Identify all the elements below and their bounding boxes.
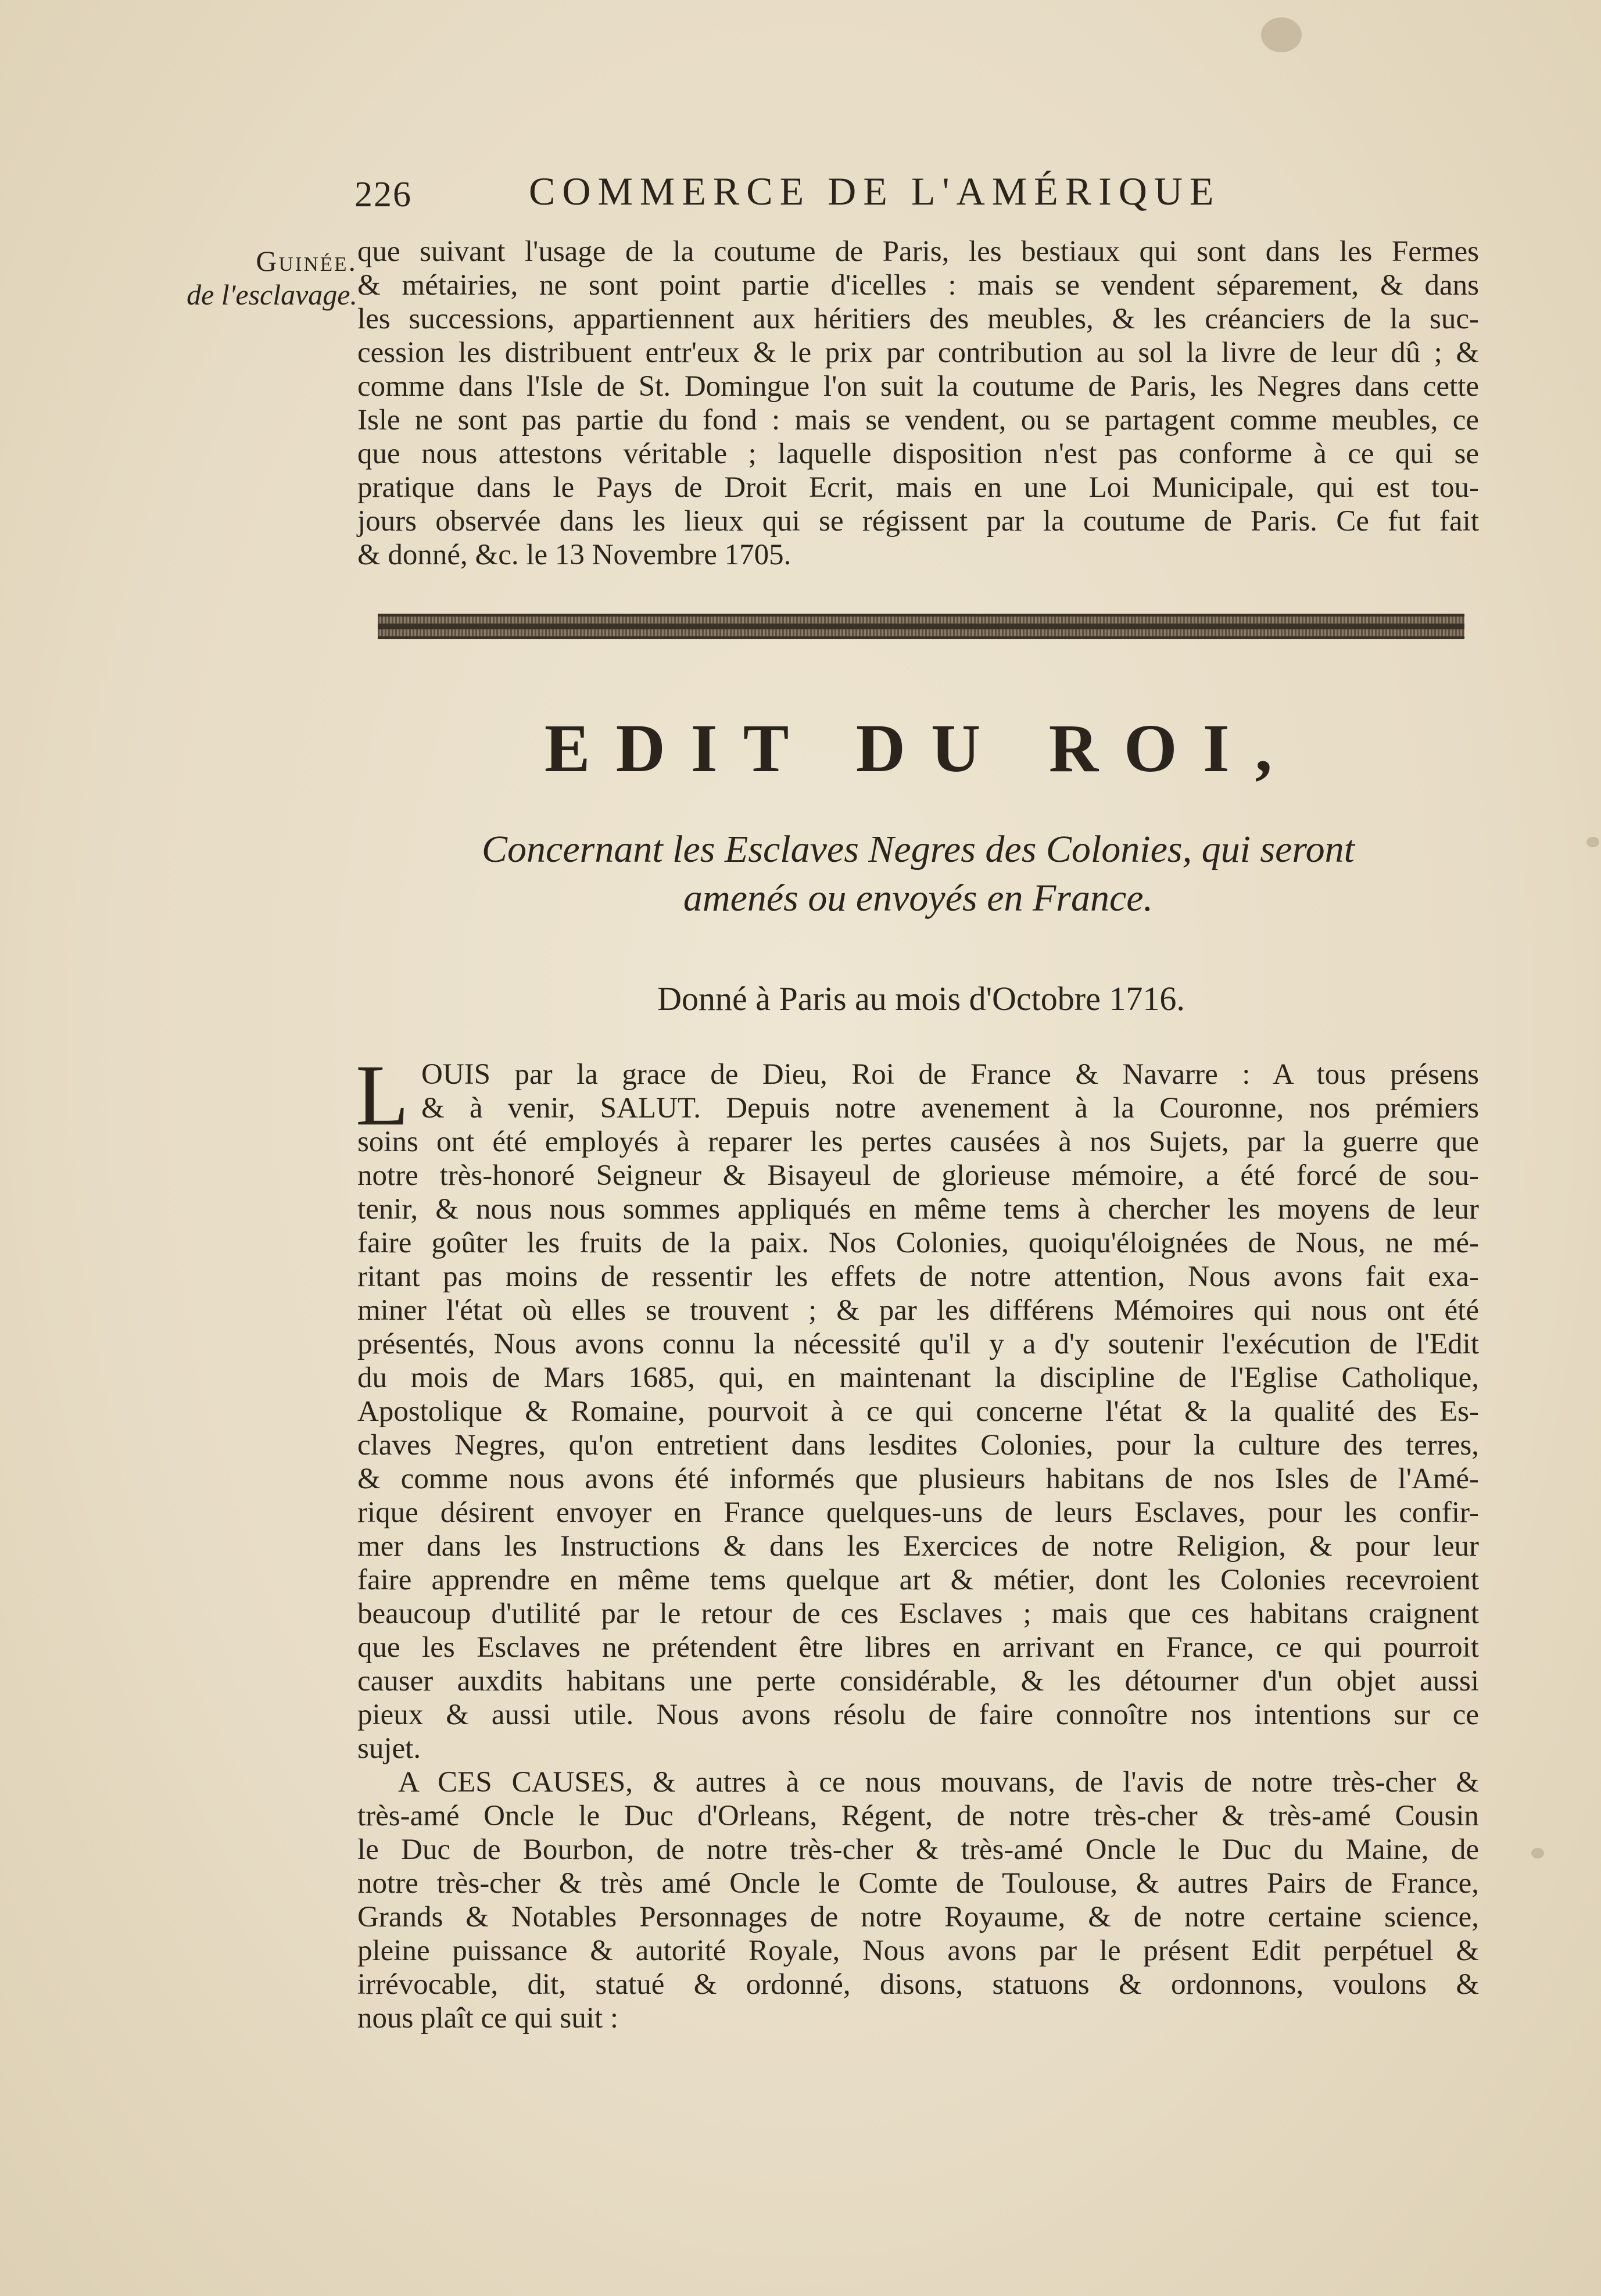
text-line: & comme nous avons été informés que plusieurs habitans de nos Isles de l'Amé- (357, 1463, 1479, 1495)
subtitle-line: amenés ou envoyés en France. (683, 877, 1154, 919)
text-line: pleine puissance & autorité Royale, Nous avons par le présent Edit perpétuel & (357, 1935, 1479, 1967)
text-line: jours observée dans les lieux qui se régissent par la coutume de Paris. Ce fut fait (357, 505, 1479, 538)
text-line: comme dans l'Isle de St. Domingue l'on suit la coutume de Paris, les Negres dans cette (357, 370, 1479, 403)
edict-body (357, 1058, 1479, 2035)
text-line: causer auxdits habitans une perte considérable, & les détourner d'un objet aussi (357, 1665, 1479, 1697)
text-line: rique désirent envoyer en France quelques-uns de leurs Esclaves, pour les confir- (357, 1496, 1479, 1529)
text-line: du mois de Mars 1685, qui, en maintenant la discipline de l'Eglise Catholique, (357, 1362, 1479, 1394)
edict-date: Donné à Paris au mois d'Octobre 1716. (657, 980, 1185, 1018)
ornamental-divider (378, 614, 1464, 639)
continued-paragraph (357, 235, 1479, 572)
text-line: beaucoup d'utilité par le retour de ces Esclaves ; mais que ces habitans craignent (357, 1597, 1479, 1630)
text-line: claves Negres, qu'on entretient dans lesdites Colonies, pour la culture des terres, (357, 1429, 1479, 1462)
text-line: les successions, appartiennent aux héritiers des meubles, & les créanciers de la suc- (357, 303, 1479, 335)
text-line: ritant pas moins de ressentir les effets de notre attention, Nous avons fait exa- (357, 1260, 1479, 1293)
text-line: mer dans les Instructions & dans les Exercices de notre Religion, & pour leur (357, 1530, 1479, 1563)
text-line: pratique dans le Pays de Droit Ecrit, mais en une Loi Municipale, qui est tou- (357, 471, 1479, 504)
text-line: faire apprendre en même tems quelque art & métier, dont les Colonies recevroient (357, 1564, 1479, 1596)
paper-stain (1261, 17, 1302, 52)
running-head (354, 169, 1424, 232)
text-line: irrévocable, dit, statué & ordonné, disons, statuons & ordonnons, voulons & (357, 1968, 1479, 2001)
text-line: présentés, Nous avons connu la nécessité qu'il y a d'y soutenir l'exécution de l'Edit (357, 1328, 1479, 1360)
text-line: que nous attestons véritable ; laquelle disposition n'est pas conforme à ce qui se (357, 438, 1479, 470)
page-number: 226 (354, 175, 412, 214)
text-line: Grands & Notables Personnages de notre Royaume, & de notre certaine science, (357, 1901, 1479, 1933)
text-line: le Duc de Bourbon, de notre très-cher & très-amé Oncle le Duc du Maine, de (357, 1833, 1479, 1866)
running-title: COMMERCE DE L'AMÉRIQUE (529, 169, 1221, 213)
text-line: cession les distribuent entr'eux & le prix par contribution au sol la livre de leur dû ; & (357, 336, 1479, 369)
text-line: faire goûter les fruits de la paix. Nos Colonies, quoiqu'éloignées de Nous, ne mé- (357, 1227, 1479, 1259)
edict-subtitle (349, 825, 1488, 923)
text-line: notre très-honoré Seigneur & Bisayeul de glorieuse mémoire, a été forcé de sou- (357, 1159, 1479, 1192)
text-line: soins ont été employés à reparer les pertes causées à nos Sujets, par la guerre que (357, 1126, 1479, 1158)
margin-note (148, 244, 357, 311)
margin-note-guinee: Guinée. (256, 245, 357, 277)
text-line: que les Esclaves ne prétendent être libres en arrivant en France, ce qui pourroit (357, 1631, 1479, 1664)
text-line: & métairies, ne sont point partie d'icelles : mais se vendent séparement, & dans (357, 269, 1479, 302)
text-line: OUIS par la grace de Dieu, Roi de France & Navarre : A tous présens (421, 1058, 1479, 1091)
text-line: Isle ne sont pas partie du fond : mais se vendent, ou se partagent comme meubles, ce (357, 404, 1479, 436)
text-line: pieux & aussi utile. Nous avons résolu de faire connoître nos intentions sur ce (357, 1699, 1479, 1731)
text-line: sujet. (357, 1732, 421, 1765)
text-line: & à venir, SALUT. Depuis notre avenement à la Couronne, nos prémiers (421, 1092, 1479, 1124)
text-line: très-amé Oncle le Duc d'Orleans, Régent, de notre très-cher & très-amé Cousin (357, 1800, 1479, 1832)
text-line: que suivant l'usage de la coutume de Paris, les bestiaux qui sont dans les Fermes (357, 235, 1479, 268)
margin-note-esclavage: de l'esclavage. (187, 278, 357, 311)
text-line: Apostolique & Romaine, pourvoit à ce qui concerne l'état & la qualité des Es- (357, 1395, 1479, 1428)
text-line: A CES CAUSES, & autres à ce nous mouvans, de l'avis de notre très-cher & (398, 1766, 1479, 1799)
text-line: tenir, & nous nous sommes appliqués en même tems à chercher les moyens de leur (357, 1193, 1479, 1226)
text-line: & donné, &c. le 13 Novembre 1705. (357, 539, 791, 571)
text-line: miner l'état où elles se trouvent ; & par les différens Mémoires qui nous ont été (357, 1294, 1479, 1327)
text-line: notre très-cher & très amé Oncle le Comte de Toulouse, & autres Pairs de France, (357, 1867, 1479, 1900)
paper-stain (1531, 1848, 1544, 1858)
text-line: nous plaît ce qui suit : (357, 2002, 619, 2034)
drop-cap: L (356, 1047, 409, 1144)
paper-stain (1586, 837, 1599, 847)
subtitle-line: Concernant les Esclaves Negres des Colonies, qui seront (482, 828, 1355, 871)
edict-title: EDIT DU ROI, (544, 710, 1298, 786)
